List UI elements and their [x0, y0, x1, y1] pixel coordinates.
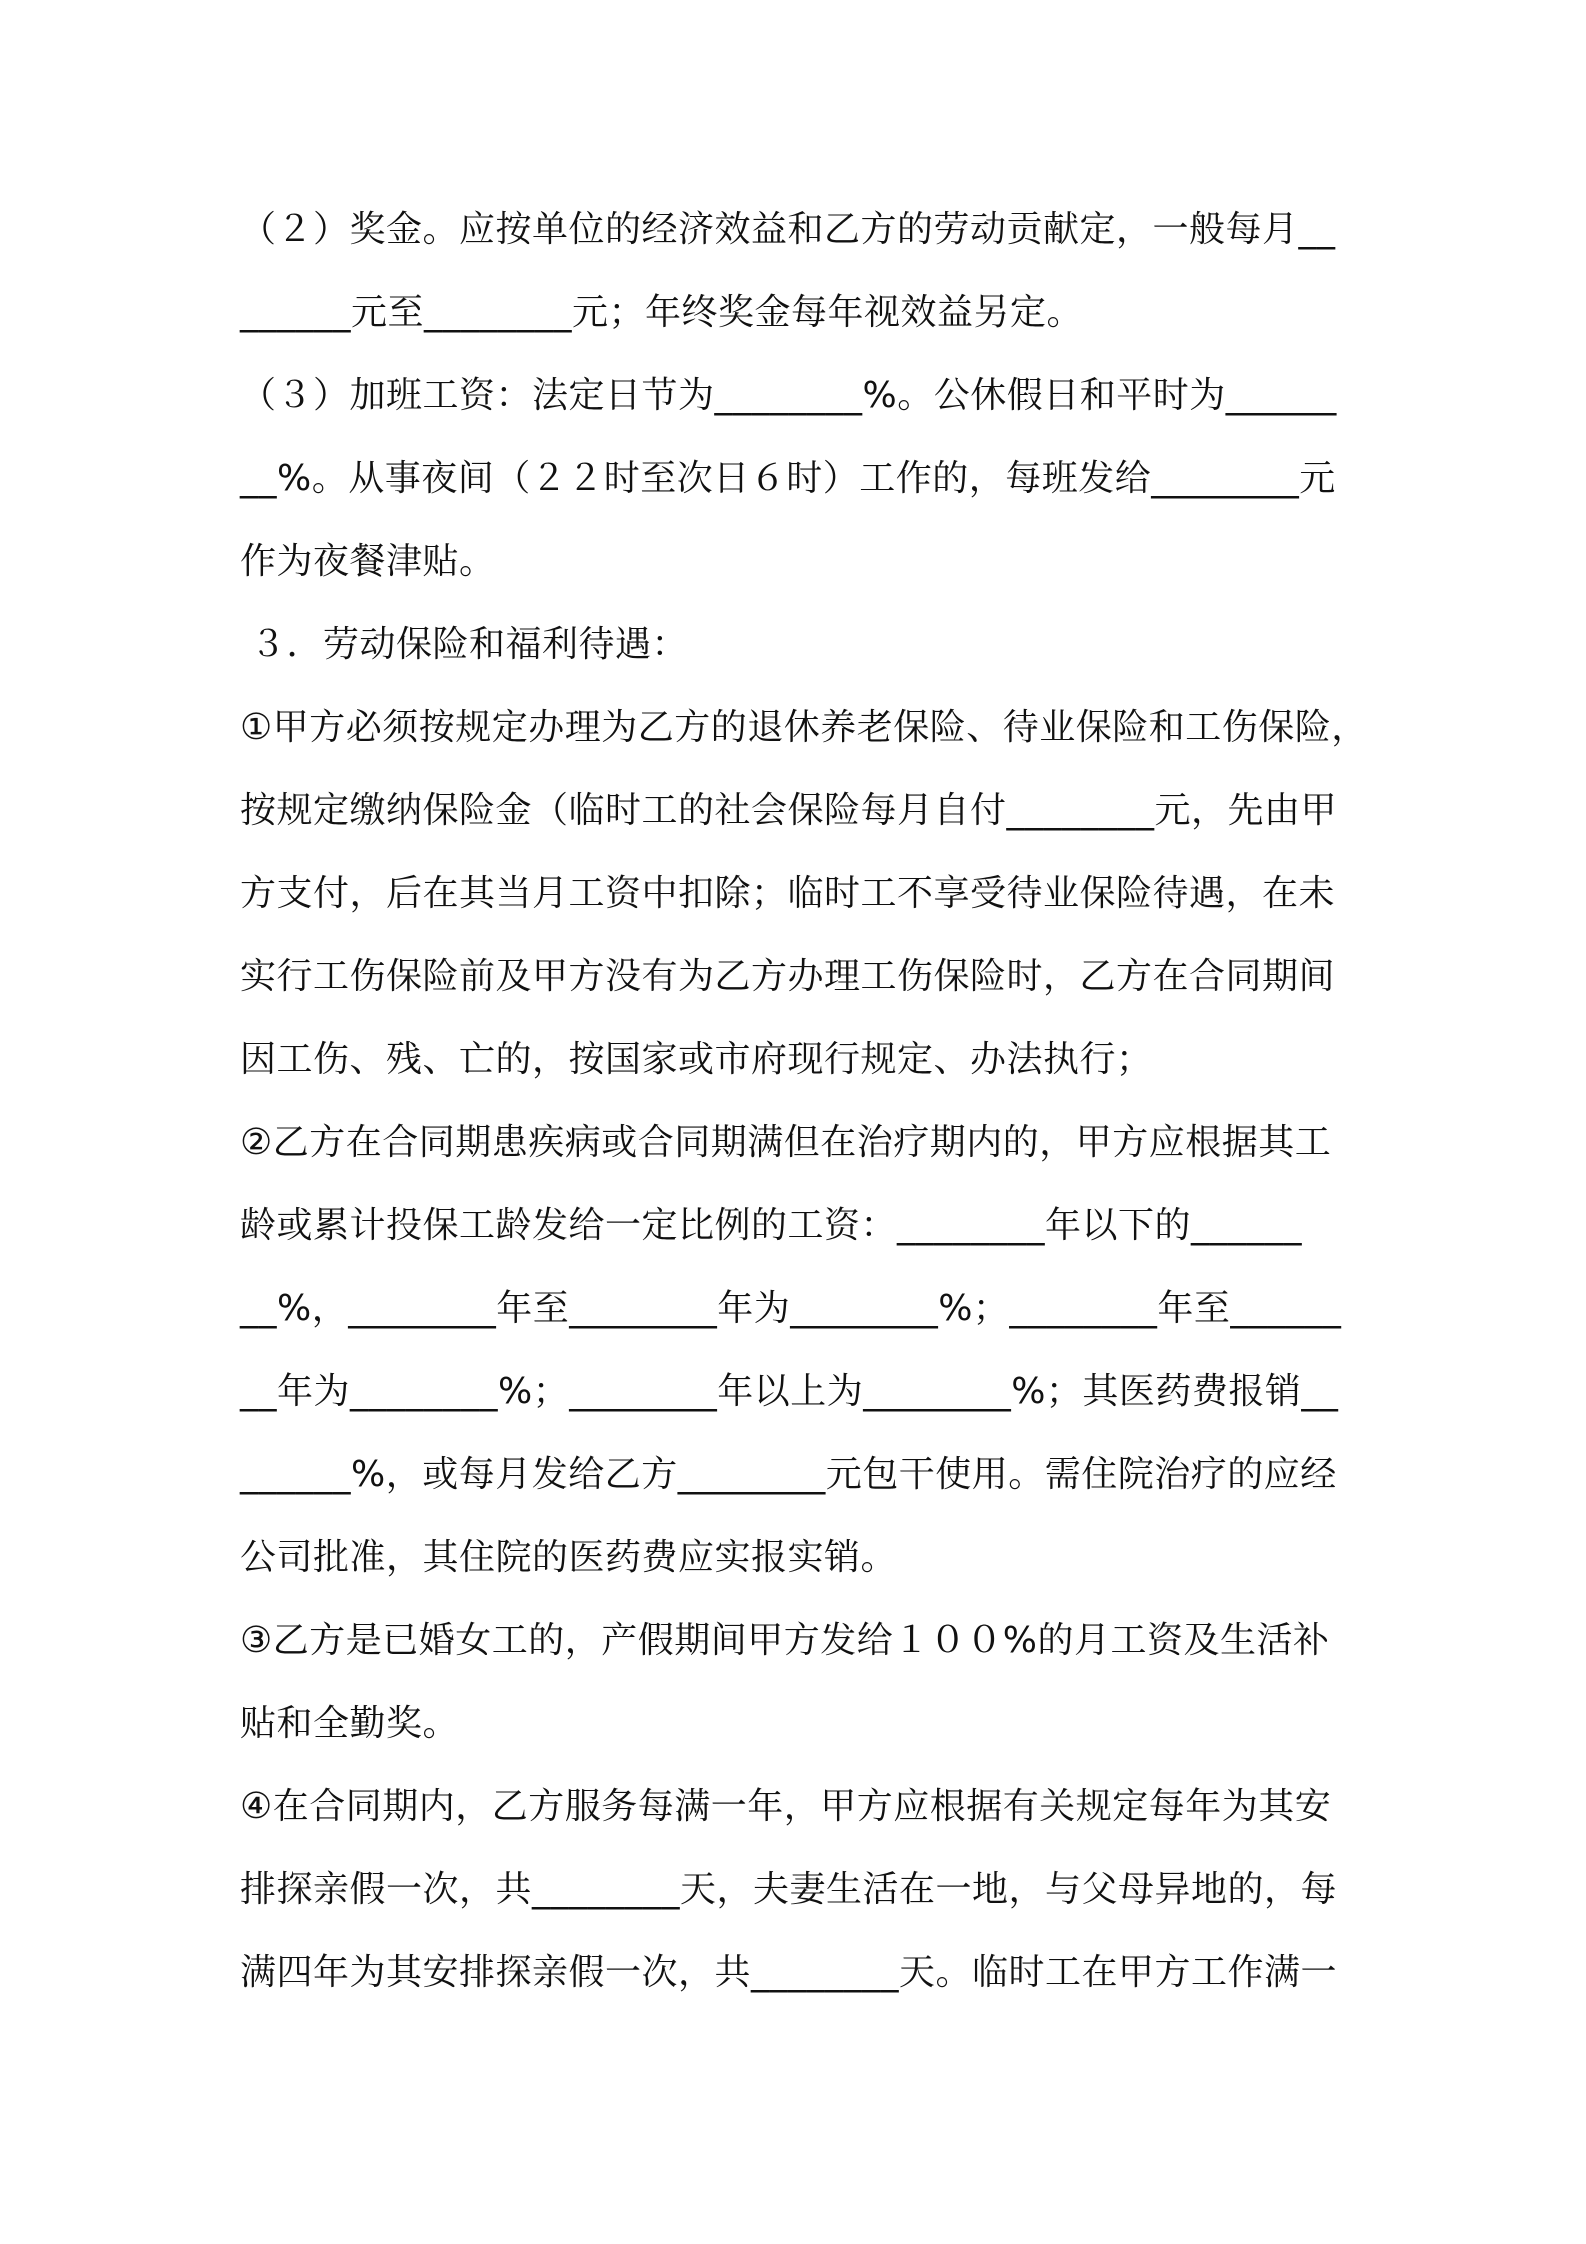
- text-line: __%。从事夜间（２２时至次日６时）工作的，每班发给________元: [240, 458, 1336, 499]
- text-line: 排探亲假一次，共________天，夫妻生活在一地，与父母异地的，每: [240, 1869, 1338, 1910]
- text-line: 贴和全勤奖。: [240, 1703, 460, 1744]
- text-line: ③乙方是已婚女工的，产假期间甲方发给１００%的月工资及生活补: [240, 1620, 1330, 1661]
- text-line: 公司批准，其住院的医药费应实报实销。: [240, 1537, 898, 1578]
- text-line: ②乙方在合同期患疾病或合同期满但在治疗期内的，甲方应根据其工: [240, 1122, 1332, 1163]
- text-line: 满四年为其安排探亲假一次，共________天。临时工在甲方工作满一: [240, 1952, 1338, 1993]
- text-line: 实行工伤保险前及甲方没有为乙方办理工伤保险时，乙方在合同期间: [240, 956, 1336, 997]
- text-line: ①甲方必须按规定办理为乙方的退休养老保险、待业保险和工伤保险，: [240, 707, 1368, 748]
- text-line: ______%，或每月发给乙方________元包干使用。需住院治疗的应经: [240, 1454, 1337, 1495]
- text-line: __%，________年至________年为________%；________年至______: [240, 1288, 1342, 1329]
- text-line: 方支付，后在其当月工资中扣除；临时工不享受待业保险待遇，在未: [240, 873, 1336, 914]
- text-line: （２）奖金。应按单位的经济效益和乙方的劳动贡献定，一般每月__: [240, 209, 1336, 250]
- text-line: ④在合同期内，乙方服务每满一年，甲方应根据有关规定每年为其安: [240, 1786, 1332, 1827]
- text-line: （３）加班工资：法定日节为________%。公休假日和平时为______: [240, 375, 1337, 416]
- text-line: ______元至________元；年终奖金每年视效益另定。: [240, 292, 1084, 333]
- text-line: __年为________%；________年以上为________%；其医药费报销__: [240, 1371, 1339, 1412]
- text-line: 因工伤、残、亡的，按国家或市府现行规定、办法执行；: [240, 1039, 1153, 1080]
- text-line: 按规定缴纳保险金（临时工的社会保险每月自付________元，先由甲: [240, 790, 1338, 831]
- text-line: 龄或累计投保工龄发给一定比例的工资：________年以下的______: [240, 1205, 1303, 1246]
- text-line: 作为夜餐津贴。: [240, 541, 496, 582]
- section-heading: ３．劳动保险和福利待遇：: [250, 624, 689, 665]
